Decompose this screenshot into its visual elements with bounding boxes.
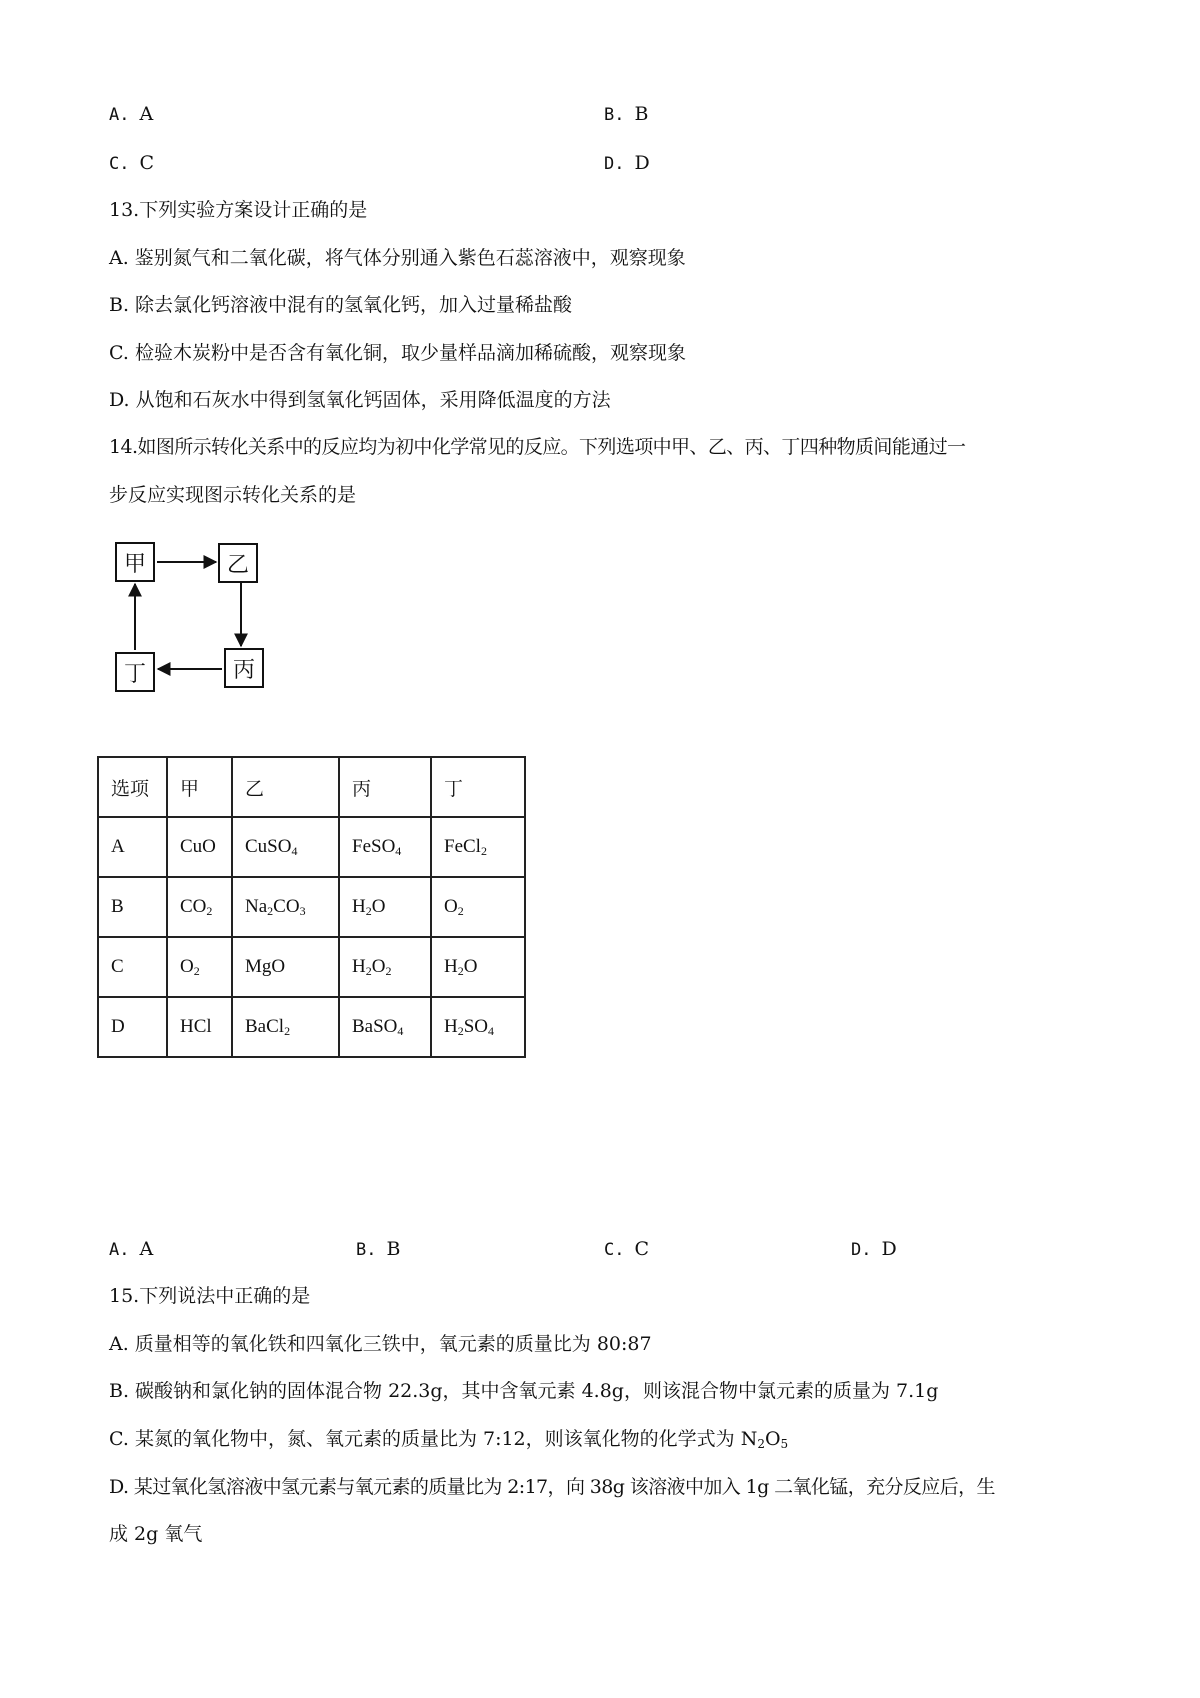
q13-option-a: A. 鉴别氮气和二氧化碳，将气体分别通入紫色石蕊溶液中，观察现象	[109, 247, 686, 269]
q13-stem: 13.下列实验方案设计正确的是	[109, 199, 368, 221]
q15-option-c	[109, 1426, 788, 1452]
q12-option-a	[109, 101, 153, 128]
table-cell: FeCl$_2$	[431, 817, 525, 877]
option-label: A.	[109, 105, 130, 125]
option-text: A	[139, 1238, 154, 1260]
q14-stem-line2: 步反应实现图示转化关系的是	[109, 484, 357, 506]
option-label: A.	[109, 1240, 130, 1260]
table-row	[98, 997, 525, 1057]
option-text: D	[634, 152, 650, 174]
table-row	[98, 817, 525, 877]
table-cell: CuO	[167, 817, 232, 877]
option-text: D	[881, 1238, 897, 1260]
box-bing: 丙	[224, 648, 264, 688]
table-row	[98, 937, 525, 997]
table-cell: HCl	[167, 997, 232, 1057]
table-cell: $O_2$	[167, 937, 232, 997]
q12-option-b	[604, 101, 648, 128]
table-cell: $H_2SO_4$	[431, 997, 525, 1057]
q14-option-b	[356, 1236, 400, 1263]
option-label: D.	[851, 1240, 872, 1260]
q15-option-b: B. 碳酸钠和氯化钠的固体混合物 22.3g，其中含氧元素 4.8g，则该混合物中氯元素的质量为 7.1g	[109, 1380, 939, 1402]
table-header-cell: 丙	[339, 757, 431, 817]
q15-option-c-formula: $N_2O_5$	[740, 1428, 789, 1451]
q13-option-c: C. 检验木炭粉中是否含有氧化铜，取少量样品滴加稀硫酸，观察现象	[109, 342, 686, 364]
q13-option-b: B. 除去氯化钙溶液中混有的氢氧化钙，加入过量稀盐酸	[109, 294, 573, 316]
option-text: A	[139, 103, 154, 125]
table-cell: C	[98, 937, 167, 997]
option-label: B.	[356, 1240, 377, 1260]
q12-option-c	[109, 150, 154, 177]
box-jia: 甲	[115, 542, 155, 582]
table-cell: CuSO$_4$	[232, 817, 339, 877]
table-cell: $H_2O$	[339, 877, 431, 937]
q12-option-d	[604, 150, 650, 177]
table-header-cell: 乙	[232, 757, 339, 817]
q15-option-d-line1: D. 某过氧化氢溶液中氢元素与氧元素的质量比为 2:17，向 38g 该溶液中加入 1g 二氧化锰，充分反应后，生	[109, 1476, 995, 1498]
box-yi: 乙	[218, 543, 258, 583]
q15-stem: 15.下列说法中正确的是	[109, 1285, 311, 1307]
option-text: C	[139, 152, 155, 174]
options-table	[97, 756, 526, 1058]
option-label: C.	[109, 154, 130, 174]
table-header-cell: 丁	[431, 757, 525, 817]
table-cell: $O_2$	[431, 877, 525, 937]
table-header-cell: 选项	[98, 757, 167, 817]
table-cell: D	[98, 997, 167, 1057]
q13-option-d: D. 从饱和石灰水中得到氢氧化钙固体，采用降低温度的方法	[109, 389, 611, 411]
box-ding: 丁	[115, 652, 155, 692]
option-label: D.	[604, 154, 625, 174]
q15-option-a: A. 质量相等的氧化铁和四氧化三铁中，氧元素的质量比为 80:87	[109, 1333, 652, 1355]
q14-option-c	[604, 1236, 649, 1263]
option-label: C.	[604, 1240, 625, 1260]
table-cell: $Na_2CO_3$	[232, 877, 339, 937]
option-text: B	[634, 103, 649, 125]
option-label: B.	[604, 105, 625, 125]
q15-option-c-text: C. 某氮的氧化物中，氮、氧元素的质量比为 7:12，则该氧化物的化学式为	[109, 1428, 741, 1450]
q14-stem-line1: 14.如图所示转化关系中的反应均为初中化学常见的反应。下列选项中甲、乙、丙、丁四种物质间能通过一	[109, 436, 966, 458]
option-text: C	[634, 1238, 650, 1260]
q15-option-d-line2: 成 2g 氧气	[109, 1523, 203, 1545]
table-cell: A	[98, 817, 167, 877]
table-cell: B	[98, 877, 167, 937]
option-text: B	[386, 1238, 401, 1260]
table-cell: BaCl$_2$	[232, 997, 339, 1057]
table-cell: BaSO$_4$	[339, 997, 431, 1057]
table-cell: $CO_2$	[167, 877, 232, 937]
table-header-cell: 甲	[167, 757, 232, 817]
table-cell: $H_2O$	[431, 937, 525, 997]
table-cell: MgO	[232, 937, 339, 997]
diagram-arrows	[100, 530, 400, 730]
table-row	[98, 877, 525, 937]
table-header-row	[98, 757, 525, 817]
table-cell: $H_2O_2$	[339, 937, 431, 997]
q14-option-d	[851, 1236, 897, 1263]
table-cell: FeSO$_4$	[339, 817, 431, 877]
q14-option-a	[109, 1236, 153, 1263]
